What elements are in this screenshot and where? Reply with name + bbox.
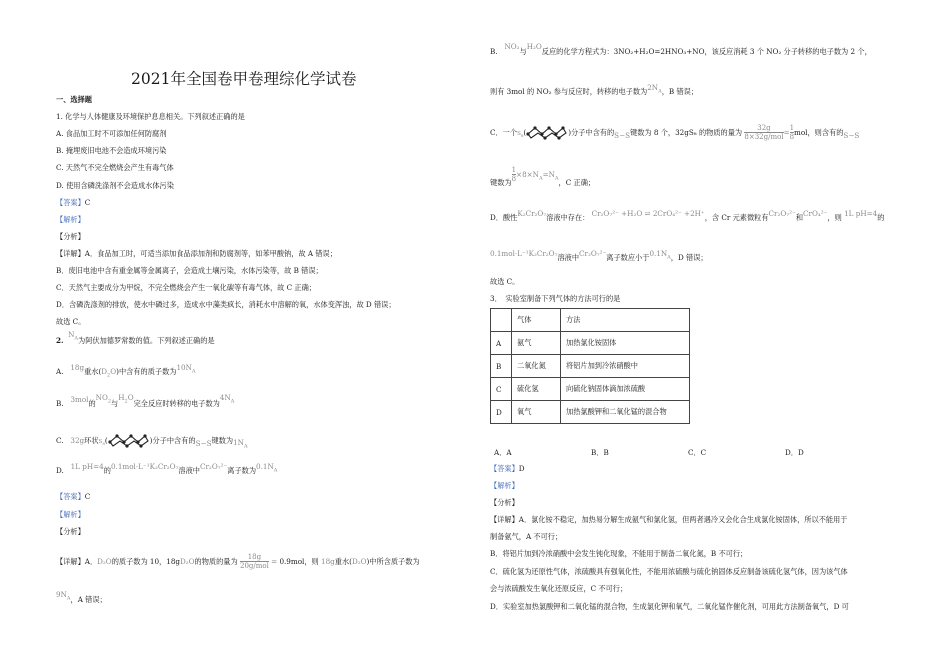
gas-table xyxy=(490,308,690,424)
q3-answer xyxy=(490,465,525,474)
q1-option-a: A. 食品加工时不可添加任何防腐剂 xyxy=(56,129,167,138)
fraction: $\frac{1}{8}$ xyxy=(511,166,517,184)
fraction: $\frac{32g}{\text{8×32g/mol}}$ xyxy=(744,124,784,142)
table-cell: 氧气 xyxy=(512,401,561,424)
answer-value: D xyxy=(518,464,525,473)
page-title: 2021年全国卷甲卷理综化学试卷 xyxy=(131,70,357,88)
q2-detail-a-cont: $9N_A$，A 错误； xyxy=(56,590,107,604)
q3-detail-a2: 制备氨气，A 不可行； xyxy=(490,532,563,541)
q3-option-c: C．C xyxy=(688,448,707,457)
table-cell: B xyxy=(491,355,512,378)
q1-detail-b: B．废旧电池中含有重金属等金属离子，会造成土壤污染，水体污染等，故 B 错误； xyxy=(56,266,323,275)
q2-option-d: D. 1L pH=4的0.1mol·L⁻¹K₂Cr₂O₇溶液中Cr₂O₇²⁻离子数为$0.1N_A$ xyxy=(56,462,278,475)
q1-detail-a: 【详解】A．食品加工时，可适当添加食品添加剂和防腐剂等，如苯甲酸钠，故 A 错误； xyxy=(56,249,337,258)
table-cell: C xyxy=(491,378,512,401)
fraction: $\frac{1}{8}$ xyxy=(789,124,795,142)
q2-analysis-tag: 【分析】 xyxy=(56,527,85,536)
table-cell: D xyxy=(491,401,512,424)
q3-detail-c1: C．硫化氢为还原性气体，浓硫酸具有强氧化性，不能用浓硫酸与硫化钠固体反应制备该硫化氢气体，因为该气体 xyxy=(490,567,848,576)
answer-value: C xyxy=(84,198,91,207)
table-row xyxy=(491,355,690,378)
r-detail-c-cont: 键数为 $\frac{1}{8}$ $\times 8\times N_A=N_A$，C 正确； xyxy=(490,166,596,187)
table-cell: 硫化氢 xyxy=(512,378,561,401)
q2-stem-text: 为阿伏加德罗常数的值。下列叙述正确的是 xyxy=(78,336,215,345)
table-header-row xyxy=(491,309,690,332)
q1-stem: 1. 化学与人体健康及环境保护息息相关。下列叙述正确的是 xyxy=(56,112,245,121)
table-cell: 加热氯酸钾和二氧化锰的混合物 xyxy=(561,401,690,424)
r-conclusion: 故选 C。 xyxy=(490,277,520,286)
q2-number: 2. xyxy=(56,336,64,345)
na-symbol: $N_A$ xyxy=(68,330,79,342)
table-cell: 向硫化钠固体滴加浓硫酸 xyxy=(561,378,690,401)
r-detail-b-cont: 则有 3mol 的 NO₂ 参与反应时，转移的电子数为$2N_A$，B 错误； xyxy=(490,83,699,96)
s8-ring-icon xyxy=(108,433,150,449)
answer-value: C xyxy=(84,492,91,501)
q1-conclusion: 故选 C。 xyxy=(56,317,86,326)
answer-tag: 【答案】 xyxy=(490,464,519,473)
section-heading: 一、选择题 xyxy=(56,95,92,104)
q2-detail-a: 【详解】A．D₂O的质子数为 10，18gD₂O的物质的量为 $\frac{18g}{\text{20g/mol}}$ = 0.9mol，则 18g重水(D₂O)中所含质子数为 xyxy=(56,553,420,571)
q2-option-c: C. 32g环状$S_8$( )分子中含有的S−S键数为$1N_A$ xyxy=(56,433,248,449)
q3-option-a: A．A xyxy=(494,448,512,457)
q3-stem: 3． 实验室制备下列气体的方法可行的是 xyxy=(490,294,621,303)
answer-tag: 【答案】 xyxy=(56,492,85,501)
q2-option-a: A. 18g重水$(D_2O)$中含有的质子数为$10N_A$ xyxy=(56,363,196,379)
q3-detail-b: B．将铝片加到冷浓硝酸中会发生钝化现象，不能用于制备二氧化氮，B 不可行； xyxy=(490,549,748,558)
q3-option-b: B．B xyxy=(591,448,609,457)
q3-analysis-tag: 【分析】 xyxy=(490,498,519,507)
q3-detail-d: D．实验室加热氯酸钾和二氧化锰的混合物，生成氯化钾和氧气，二氧化锰作催化剂，可用此方法制备氧气，D 可 xyxy=(490,602,849,611)
q1-detail-c: C．天然气主要成分为甲烷，不完全燃烧会产生一氧化碳等有毒气体，故 C 正确； xyxy=(56,283,316,292)
r-detail-d-cont: 0.1mol·L⁻¹K₂Cr₂O₇溶液中Cr₂O₇²⁻离子数应小于$0.1N_A$，D 错误； xyxy=(490,249,708,262)
table-cell: A xyxy=(491,332,512,355)
table-cell: 气体 xyxy=(512,309,561,332)
table-cell: 氨气 xyxy=(512,332,561,355)
q1-option-c: C. 天然气不完全燃烧会产生有毒气体 xyxy=(56,163,174,172)
table-row xyxy=(491,332,690,355)
q3-option-d: D．D xyxy=(785,448,804,457)
table-cell: 二氧化氮 xyxy=(512,355,561,378)
q2-stem xyxy=(56,330,215,347)
table-row xyxy=(491,401,690,424)
q1-analysis-tag: 【分析】 xyxy=(56,232,85,241)
q1-option-d: D. 使用含磷洗涤剂不会造成水体污染 xyxy=(56,181,174,190)
q3-detail-c2: 会与浓硫酸发生氧化还原反应，C 不可行； xyxy=(490,584,628,593)
q1-detail-d: D．含磷洗涤剂的排放，使水中磷过多，造成水中藻类疯长，消耗水中溶解的氧，水体变浑浊，故 D 错误； xyxy=(56,300,396,309)
q1-answer xyxy=(56,199,90,208)
q2-explain-tag: 【解析】 xyxy=(56,510,85,519)
d2o-formula: $D_2O$ xyxy=(101,367,117,379)
q3-detail-a1: 【详解】A．氯化铵不稳定，加热易分解生成氨气和氯化氢，但两者遇冷又会化合生成氯化铵固体，所以不能用于 xyxy=(490,515,848,524)
table-cell: 将铝片加到冷浓硝酸中 xyxy=(561,355,690,378)
answer-tag: 【答案】 xyxy=(56,198,85,207)
r-detail-d: D．酸性K₂Cr₂O₇溶液中存在： Cr₂O₇²⁻ +H₂O ⇌ 2CrO₄²⁻ +2H⁺，含 Cr 元素微粒有Cr₂O₇²⁻和CrO₄²⁻，则 1L pH=4的 xyxy=(490,209,885,222)
q3-explain-tag: 【解析】 xyxy=(490,481,519,490)
fraction: $\frac{18g}{\text{20g/mol}}$ xyxy=(239,553,269,571)
table-cell xyxy=(491,309,512,332)
q1-explain-tag: 【解析】 xyxy=(56,215,85,224)
table-cell: 方法 xyxy=(561,309,690,332)
q1-option-b: B. 掩埋废旧电池不会造成环境污染 xyxy=(56,146,167,155)
r-detail-b: B. NO₂与H₂O反应的化学方程式为：3NO₂+H₂O=2HNO₃+NO，该反应消耗 3 个 NO₂ 分子转移的电子数为 2 个， xyxy=(490,42,872,56)
q2-option-b: B. 3mol的$NO_2$与$H_2O$完全反应时转移的电子数为$4N_A$ xyxy=(56,393,235,408)
r-detail-c: C．一个$S_8$( )分子中含有的S−S键数为 8 个，32gS₈ 的物质的量为 $\frac{32g}{\text{8×32g/mol}}$ = $\frac{1}{8}$ mol，则含有的S−S xyxy=(490,124,860,142)
s8-ring-icon xyxy=(526,125,568,141)
q2-answer xyxy=(56,493,90,502)
table-cell: 加热氯化铵固体 xyxy=(561,332,690,355)
table-row xyxy=(491,378,690,401)
